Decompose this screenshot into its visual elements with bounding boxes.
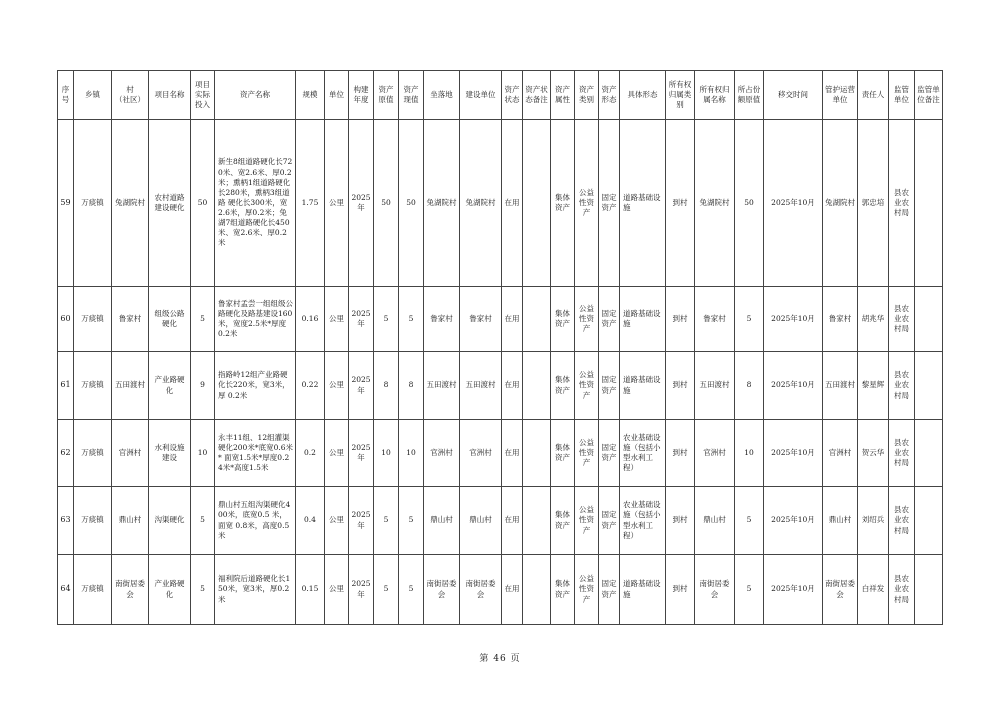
cell-attribute: 集体资产 <box>551 555 575 625</box>
cell-unit: 公里 <box>325 487 349 555</box>
cell-seq: 63 <box>58 487 74 555</box>
cell-responsible: 黎星辉 <box>858 352 889 420</box>
cell-supervisor-note <box>915 487 943 555</box>
cell-current-value: 5 <box>399 555 424 625</box>
cell-scale: 0.16 <box>296 287 325 352</box>
cell-year: 2025年 <box>349 420 374 487</box>
cell-current-value: 50 <box>399 120 424 287</box>
asset-table <box>57 70 943 625</box>
header-form <box>599 71 620 120</box>
cell-current-value: 8 <box>399 352 424 420</box>
header-builder <box>460 71 502 120</box>
header-label: 资产状态备注 <box>525 84 548 104</box>
cell-investment: 9 <box>191 352 215 420</box>
header-asset-name <box>215 71 296 120</box>
header-label: 资产类别 <box>579 84 594 104</box>
cell-original-value: 5 <box>374 287 399 352</box>
cell-year: 2025年 <box>349 487 374 555</box>
cell-status: 在用 <box>502 287 523 352</box>
header-village <box>112 71 149 120</box>
cell-category: 公益性资产 <box>575 420 599 487</box>
cell-share-value: 8 <box>735 352 764 420</box>
cell-status-note <box>523 555 551 625</box>
header-label: 所有权归属类别 <box>668 79 692 110</box>
header-label: 乡镇 <box>85 89 100 99</box>
cell-transfer-time: 2025年10月 <box>764 287 823 352</box>
cell-status-note <box>523 352 551 420</box>
cell-town: 万痰镇 <box>74 287 112 352</box>
cell-current-value: 5 <box>399 487 424 555</box>
cell-ownership-type: 到村 <box>666 352 695 420</box>
cell-ownership-type: 到村 <box>666 487 695 555</box>
table-row <box>58 287 943 352</box>
cell-seq: 60 <box>58 287 74 352</box>
header-project <box>149 71 191 120</box>
cell-investment: 50 <box>191 120 215 287</box>
cell-location: 兔湖院村 <box>424 120 460 287</box>
table-row <box>58 555 943 625</box>
header-label: 管护运营单位 <box>825 84 855 104</box>
cell-asset-name: 永丰11组、12组灌渠硬化200米*底宽0.6米* 面宽1.5米*厚度0.24米*高度1.5米 <box>215 420 296 487</box>
cell-responsible: 刘绍兵 <box>858 487 889 555</box>
cell-operator: 官洲村 <box>823 420 858 487</box>
cell-share-value: 5 <box>735 487 764 555</box>
header-status-note <box>523 71 551 120</box>
cell-project: 沟渠硬化 <box>149 487 191 555</box>
header-seq <box>58 71 74 120</box>
cell-attribute: 集体资产 <box>551 287 575 352</box>
header-attribute <box>551 71 575 120</box>
cell-asset-name: 鲁家村孟尝一组组级公路硬化及路基建设160 米，宽度2.5米*厚度0.2米 <box>215 287 296 352</box>
cell-village: 五田渡村 <box>112 352 149 420</box>
cell-town: 万痰镇 <box>74 352 112 420</box>
cell-specific-form: 农业基础设施（包括小型水利工程） <box>620 420 666 487</box>
header-investment <box>191 71 215 120</box>
cell-operator: 五田渡村 <box>823 352 858 420</box>
cell-operator: 鲁家村 <box>823 287 858 352</box>
cell-town: 万痰镇 <box>74 420 112 487</box>
cell-supervisor: 县农业农村局 <box>889 287 915 352</box>
cell-attribute: 集体资产 <box>551 120 575 287</box>
header-owner-name <box>695 71 735 120</box>
cell-transfer-time: 2025年10月 <box>764 555 823 625</box>
cell-project: 农村道路建设硬化 <box>149 120 191 287</box>
cell-year: 2025年 <box>349 555 374 625</box>
header-label: 移交时间 <box>778 89 808 99</box>
header-transfer-time <box>764 71 823 120</box>
cell-owner-name: 鼎山村 <box>695 487 735 555</box>
cell-operator: 鼎山村 <box>823 487 858 555</box>
cell-owner-name: 五田渡村 <box>695 352 735 420</box>
cell-unit: 公里 <box>325 120 349 287</box>
cell-owner-name: 官洲村 <box>695 420 735 487</box>
table-row <box>58 420 943 487</box>
cell-specific-form: 农业基础设施（包括小型水利工程） <box>620 487 666 555</box>
cell-ownership-type: 到村 <box>666 120 695 287</box>
header-share-value <box>735 71 764 120</box>
header-label: 资产形态 <box>601 84 617 104</box>
cell-builder: 兔湖院村 <box>460 120 502 287</box>
cell-builder: 鲁家村 <box>460 287 502 352</box>
header-current-value <box>399 71 424 120</box>
cell-scale: 0.15 <box>296 555 325 625</box>
cell-transfer-time: 2025年10月 <box>764 120 823 287</box>
header-label: 责任人 <box>861 89 885 99</box>
table-row <box>58 352 943 420</box>
cell-transfer-time: 2025年10月 <box>764 352 823 420</box>
header-specific-form <box>620 71 666 120</box>
cell-seq: 62 <box>58 420 74 487</box>
cell-supervisor-note <box>915 555 943 625</box>
cell-supervisor-note <box>915 352 943 420</box>
cell-original-value: 10 <box>374 420 399 487</box>
cell-responsible: 胡兆华 <box>858 287 889 352</box>
table-header <box>58 71 943 120</box>
cell-owner-name: 南街居委会 <box>695 555 735 625</box>
header-label: 资产属性 <box>555 84 570 104</box>
cell-transfer-time: 2025年10月 <box>764 487 823 555</box>
header-label: 具体形态 <box>627 89 658 99</box>
cell-owner-name: 兔湖院村 <box>695 120 735 287</box>
cell-builder: 鼎山村 <box>460 487 502 555</box>
cell-supervisor: 县农业农村局 <box>889 420 915 487</box>
header-label: 资产原值 <box>378 84 394 104</box>
cell-share-value: 10 <box>735 420 764 487</box>
cell-supervisor-note <box>915 420 943 487</box>
cell-asset-name: 福利院后道路硬化长150米，宽3米，厚0.2 米 <box>215 555 296 625</box>
header-label: 序号 <box>61 84 70 104</box>
cell-unit: 公里 <box>325 555 349 625</box>
cell-form: 固定资产 <box>599 555 620 625</box>
cell-form: 固定资产 <box>599 287 620 352</box>
cell-builder: 五田渡村 <box>460 352 502 420</box>
cell-scale: 0.2 <box>296 420 325 487</box>
cell-category: 公益性资产 <box>575 555 599 625</box>
cell-attribute: 集体资产 <box>551 420 575 487</box>
cell-attribute: 集体资产 <box>551 352 575 420</box>
header-unit <box>325 71 349 120</box>
header-label: 村 （社区） <box>115 84 145 104</box>
table-row <box>58 120 943 287</box>
cell-builder: 官洲村 <box>460 420 502 487</box>
header-row <box>58 71 943 120</box>
cell-original-value: 5 <box>374 555 399 625</box>
header-label: 建设单位 <box>465 89 496 99</box>
cell-responsible: 白祥发 <box>858 555 889 625</box>
cell-unit: 公里 <box>325 420 349 487</box>
cell-responsible: 郭忠培 <box>858 120 889 287</box>
cell-form: 固定资产 <box>599 420 620 487</box>
asset-register-sheet <box>57 70 943 625</box>
cell-ownership-type: 到村 <box>666 555 695 625</box>
cell-status-note <box>523 287 551 352</box>
cell-status: 在用 <box>502 487 523 555</box>
cell-project: 产业路硬化 <box>149 352 191 420</box>
cell-category: 公益性资产 <box>575 287 599 352</box>
cell-specific-form: 道路基础设施 <box>620 120 666 287</box>
cell-operator: 兔湖院村 <box>823 120 858 287</box>
cell-investment: 5 <box>191 287 215 352</box>
cell-town: 万痰镇 <box>74 120 112 287</box>
header-label: 单位 <box>329 89 344 99</box>
cell-asset-name: 新生8组道路硬化长720米、宽2.6米、厚0.2 米；熏柄1组道路硬化长280米，熏柄3组道路 硬化长300米，宽2.6米，厚0.2米；兔湖7组道路硬化长450米、宽2.6米、厚0.2米 <box>215 120 296 287</box>
cell-location: 鲁家村 <box>424 287 460 352</box>
cell-category: 公益性资产 <box>575 352 599 420</box>
cell-village: 鲁家村 <box>112 287 149 352</box>
header-label: 所占份额原值 <box>737 84 761 104</box>
cell-status: 在用 <box>502 420 523 487</box>
cell-builder: 南街居委会 <box>460 555 502 625</box>
cell-unit: 公里 <box>325 287 349 352</box>
cell-asset-name: 鼎山村五组沟渠硬化400米，底宽0.5 米，面宽 0.8米，高度0.5米 <box>215 487 296 555</box>
cell-village: 兔湖院村 <box>112 120 149 287</box>
cell-share-value: 5 <box>735 555 764 625</box>
cell-project: 组级公路硬化 <box>149 287 191 352</box>
header-label: 所有权归属名称 <box>699 84 730 104</box>
cell-status: 在用 <box>502 352 523 420</box>
cell-supervisor-note <box>915 287 943 352</box>
cell-original-value: 8 <box>374 352 399 420</box>
cell-year: 2025年 <box>349 287 374 352</box>
cell-scale: 0.22 <box>296 352 325 420</box>
header-label: 项目实际投入 <box>195 79 210 110</box>
header-supervisor-note <box>915 71 943 120</box>
cell-attribute: 集体资产 <box>551 487 575 555</box>
cell-specific-form: 道路基础设施 <box>620 287 666 352</box>
cell-ownership-type: 到村 <box>666 420 695 487</box>
header-supervisor <box>889 71 915 120</box>
cell-form: 固定资产 <box>599 487 620 555</box>
cell-town: 万痰镇 <box>74 487 112 555</box>
header-year <box>349 71 374 120</box>
cell-project: 水利设施建设 <box>149 420 191 487</box>
cell-operator: 南街居委会 <box>823 555 858 625</box>
cell-ownership-type: 到村 <box>666 287 695 352</box>
header-operator <box>823 71 858 120</box>
cell-seq: 64 <box>58 555 74 625</box>
cell-original-value: 50 <box>374 120 399 287</box>
cell-specific-form: 道路基础设施 <box>620 352 666 420</box>
header-responsible <box>858 71 889 120</box>
cell-project: 产业路硬化 <box>149 555 191 625</box>
cell-supervisor-note <box>915 120 943 287</box>
table-body <box>58 120 943 625</box>
cell-category: 公益性资产 <box>575 487 599 555</box>
cell-form: 固定资产 <box>599 120 620 287</box>
cell-share-value: 5 <box>735 287 764 352</box>
cell-seq: 59 <box>58 120 74 287</box>
cell-investment: 10 <box>191 420 215 487</box>
cell-supervisor: 县农业农村局 <box>889 487 915 555</box>
cell-current-value: 5 <box>399 287 424 352</box>
cell-transfer-time: 2025年10月 <box>764 420 823 487</box>
cell-status-note <box>523 487 551 555</box>
header-label: 资产状态 <box>504 84 520 104</box>
header-label: 监管单位 <box>894 84 909 104</box>
header-category <box>575 71 599 120</box>
header-ownership-type <box>666 71 695 120</box>
header-status <box>502 71 523 120</box>
cell-current-value: 10 <box>399 420 424 487</box>
cell-specific-form: 道路基础设施 <box>620 555 666 625</box>
header-scale <box>296 71 325 120</box>
cell-scale: 1.75 <box>296 120 325 287</box>
cell-location: 官洲村 <box>424 420 460 487</box>
cell-status: 在用 <box>502 120 523 287</box>
header-label: 资产现值 <box>403 84 419 104</box>
cell-location: 鼎山村 <box>424 487 460 555</box>
cell-status-note <box>523 120 551 287</box>
cell-supervisor: 县农业农村局 <box>889 120 915 287</box>
cell-village: 南街居委会 <box>112 555 149 625</box>
cell-responsible: 贺云华 <box>858 420 889 487</box>
cell-year: 2025年 <box>349 120 374 287</box>
page-number: 第 46 页 <box>479 654 521 664</box>
cell-investment: 5 <box>191 487 215 555</box>
cell-seq: 61 <box>58 352 74 420</box>
cell-unit: 公里 <box>325 352 349 420</box>
cell-form: 固定资产 <box>599 352 620 420</box>
cell-supervisor: 县农业农村局 <box>889 555 915 625</box>
cell-status: 在用 <box>502 555 523 625</box>
cell-category: 公益性资产 <box>575 120 599 287</box>
cell-village: 鼎山村 <box>112 487 149 555</box>
cell-village: 官洲村 <box>112 420 149 487</box>
cell-owner-name: 鲁家村 <box>695 287 735 352</box>
header-label: 监管单位备注 <box>917 84 940 104</box>
cell-location: 南街居委会 <box>424 555 460 625</box>
header-town <box>74 71 112 120</box>
header-original-value <box>374 71 399 120</box>
cell-investment: 5 <box>191 555 215 625</box>
cell-original-value: 5 <box>374 487 399 555</box>
table-row <box>58 487 943 555</box>
cell-scale: 0.4 <box>296 487 325 555</box>
cell-share-value: 50 <box>735 120 764 287</box>
cell-location: 五田渡村 <box>424 352 460 420</box>
header-location <box>424 71 460 120</box>
header-label: 资产名称 <box>240 89 270 99</box>
header-label: 坐落地 <box>430 89 453 99</box>
cell-supervisor: 县农业农村局 <box>889 352 915 420</box>
cell-town: 万痰镇 <box>74 555 112 625</box>
header-label: 构建年度 <box>353 84 369 104</box>
header-label: 项目名称 <box>154 89 185 99</box>
cell-year: 2025年 <box>349 352 374 420</box>
header-label: 规模 <box>302 89 318 99</box>
cell-status-note <box>523 420 551 487</box>
cell-asset-name: 指路岭12组产业路硬化长220米，宽3米， 厚 0.2米 <box>215 352 296 420</box>
